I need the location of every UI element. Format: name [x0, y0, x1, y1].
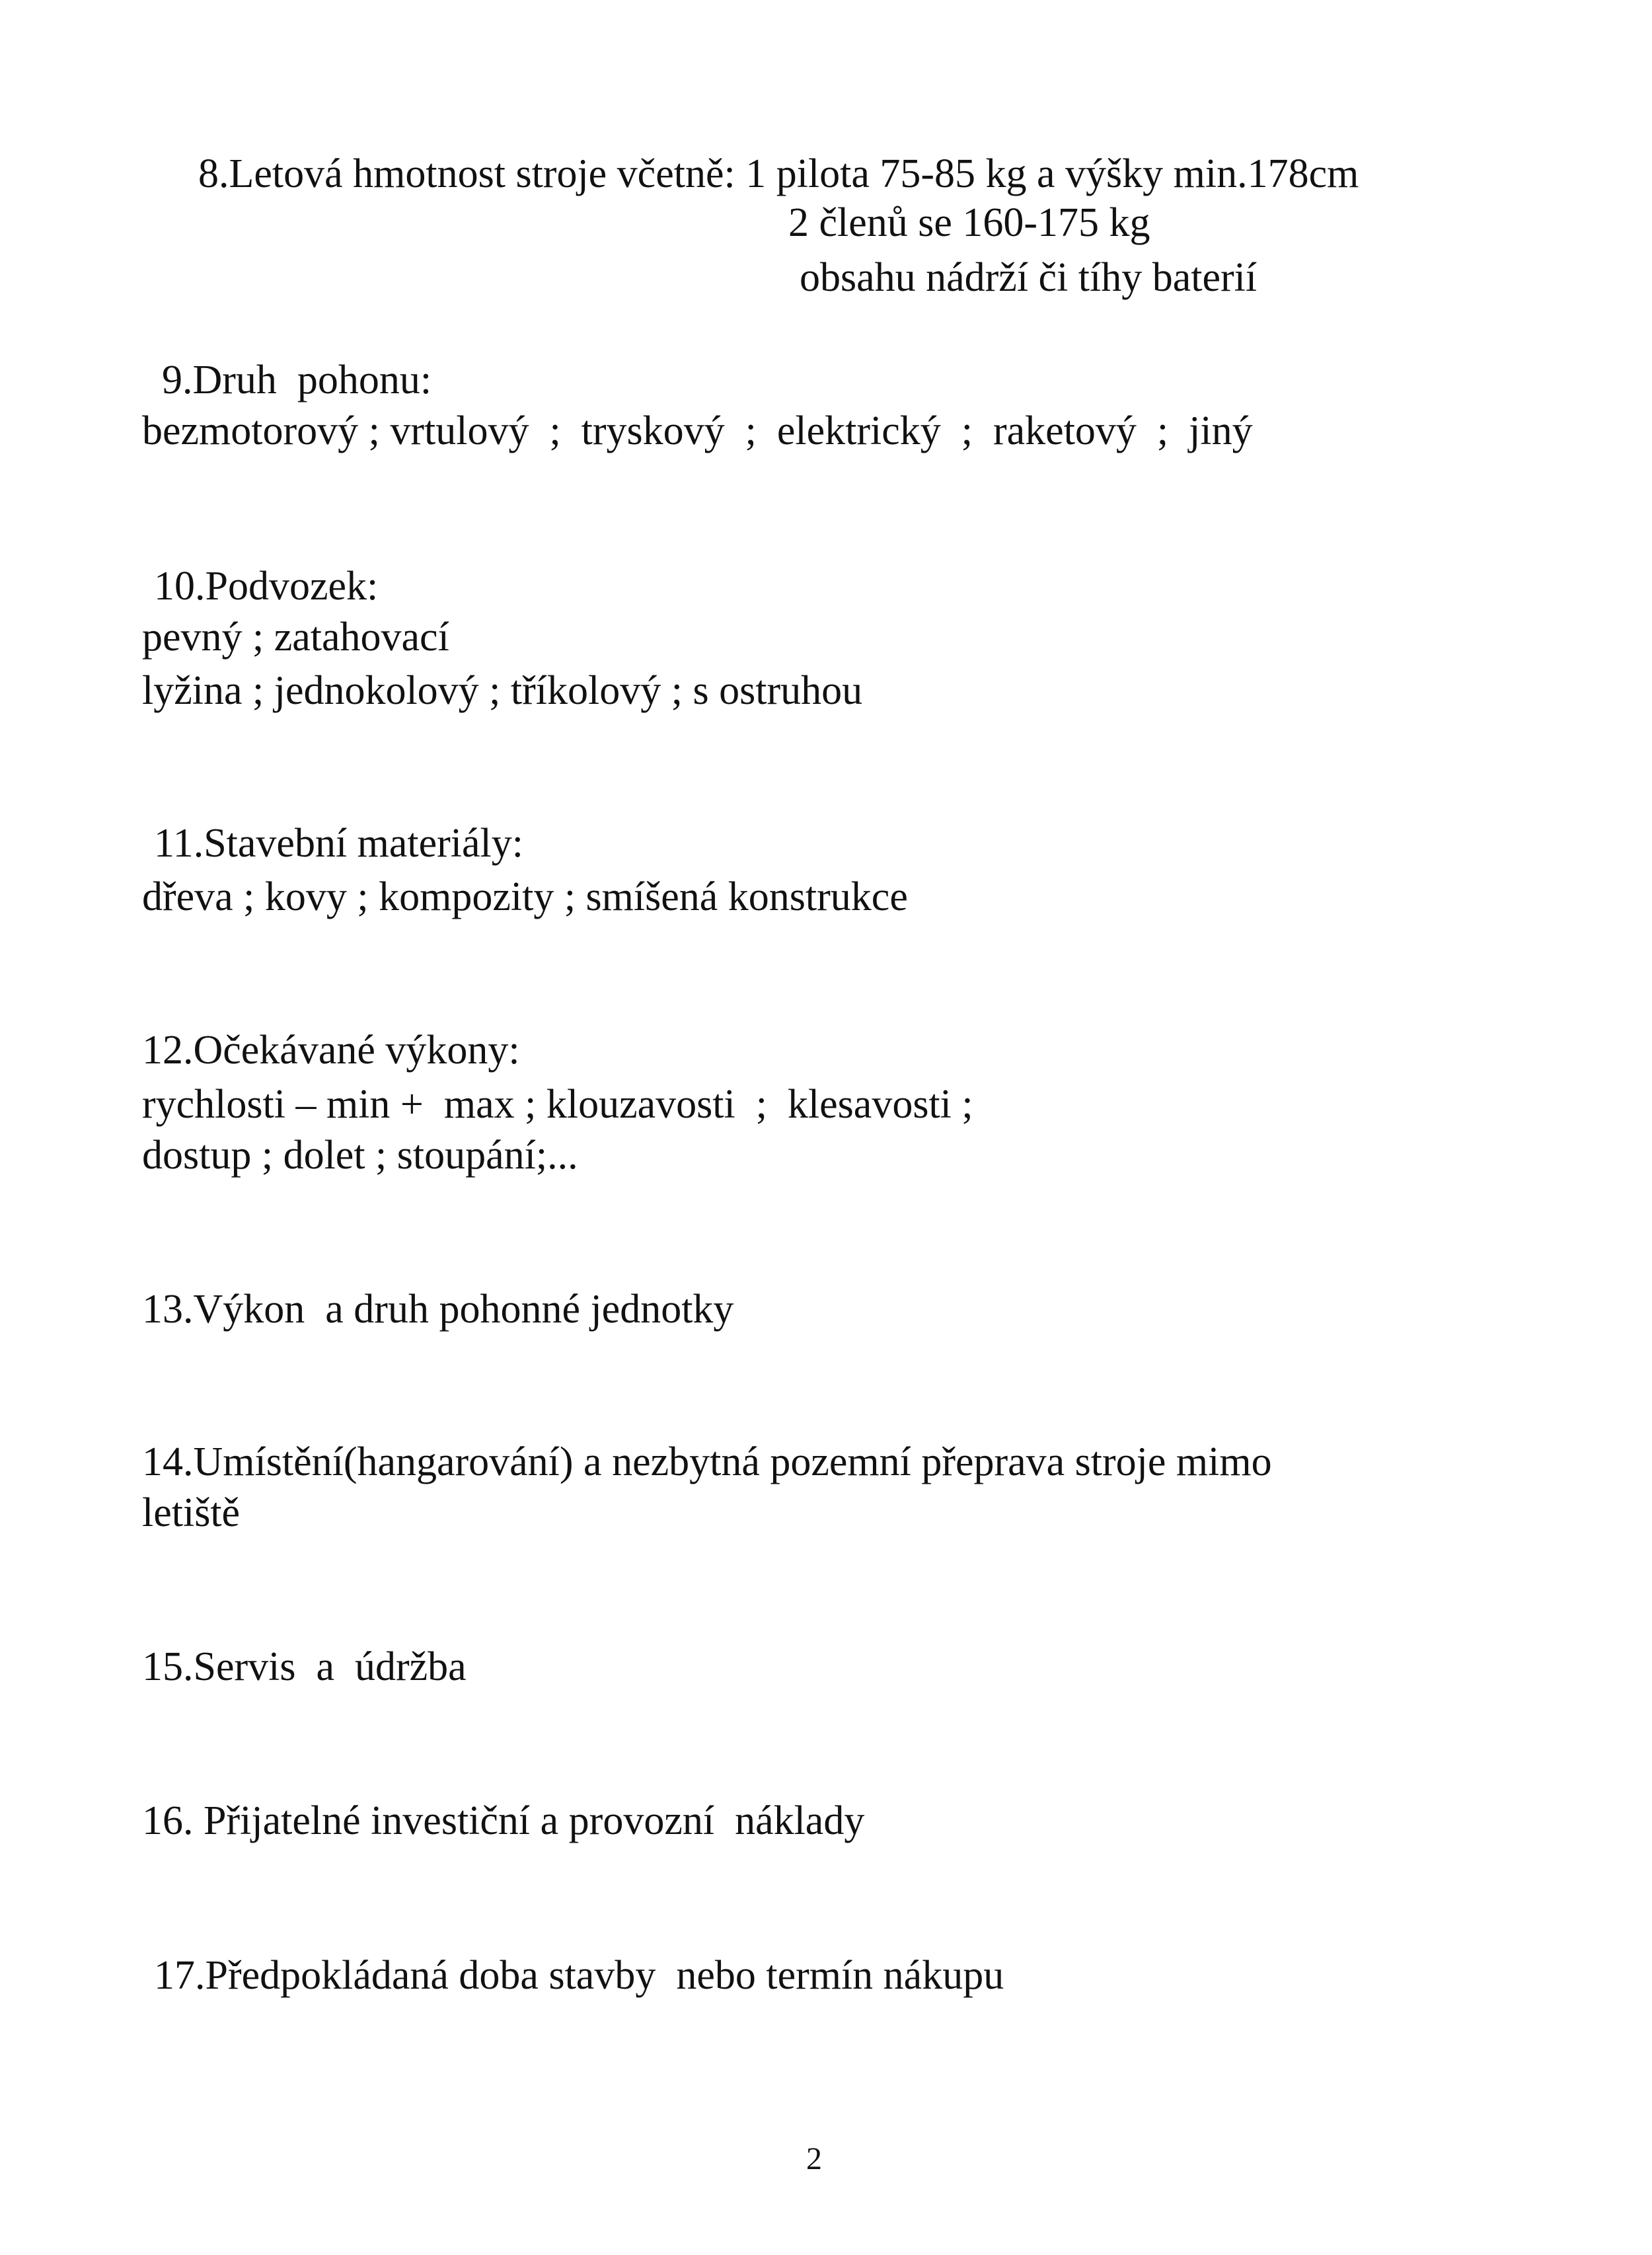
section-9-title: 9.Druh pohonu: [162, 358, 432, 402]
section-8-title: 8.Letová hmotnost stroje včetně: 1 pilota 75-85 kg a výšky min.178cm [198, 151, 1359, 196]
section-11-title: 11.Stavební materiály: [154, 821, 523, 866]
section-14-title: 14.Umístění(hangarování) a nezbytná pozemní přeprava stroje mimo [142, 1439, 1272, 1484]
section-8-line-2: 2 členů se 160-175 kg [788, 200, 1150, 245]
section-13-title: 13.Výkon a druh pohonné jednotky [142, 1287, 734, 1332]
page-number: 2 [806, 2141, 822, 2176]
section-17-title: 17.Předpokládaná doba stavby nebo termín nákupu [154, 1953, 1004, 1998]
section-10-line-1: pevný ; zatahovací [142, 615, 449, 660]
section-14-line-2: letiště [142, 1490, 241, 1535]
section-16-title: 16. Přijatelné investiční a provozní náklady [142, 1798, 865, 1843]
section-8-line-3: obsahu nádrží či tíhy baterií [800, 255, 1258, 300]
section-9-options: bezmotorový ; vrtulový ; tryskový ; elektrický ; raketový ; jiný [142, 408, 1253, 453]
section-12-line-1: rychlosti – min + max ; klouzavosti ; klesavosti ; [142, 1082, 973, 1127]
section-11-line-1: dřeva ; kovy ; kompozity ; smíšená konstrukce [142, 874, 908, 919]
section-12-line-2: dostup ; dolet ; stoupání;... [142, 1133, 578, 1178]
section-12-title: 12.Očekávané výkony: [142, 1028, 520, 1073]
section-15-title: 15.Servis a údržba [142, 1644, 467, 1689]
section-10-line-2: lyžina ; jednokolový ; tříkolový ; s ostruhou [142, 668, 863, 713]
section-10-title: 10.Podvozek: [154, 564, 379, 609]
